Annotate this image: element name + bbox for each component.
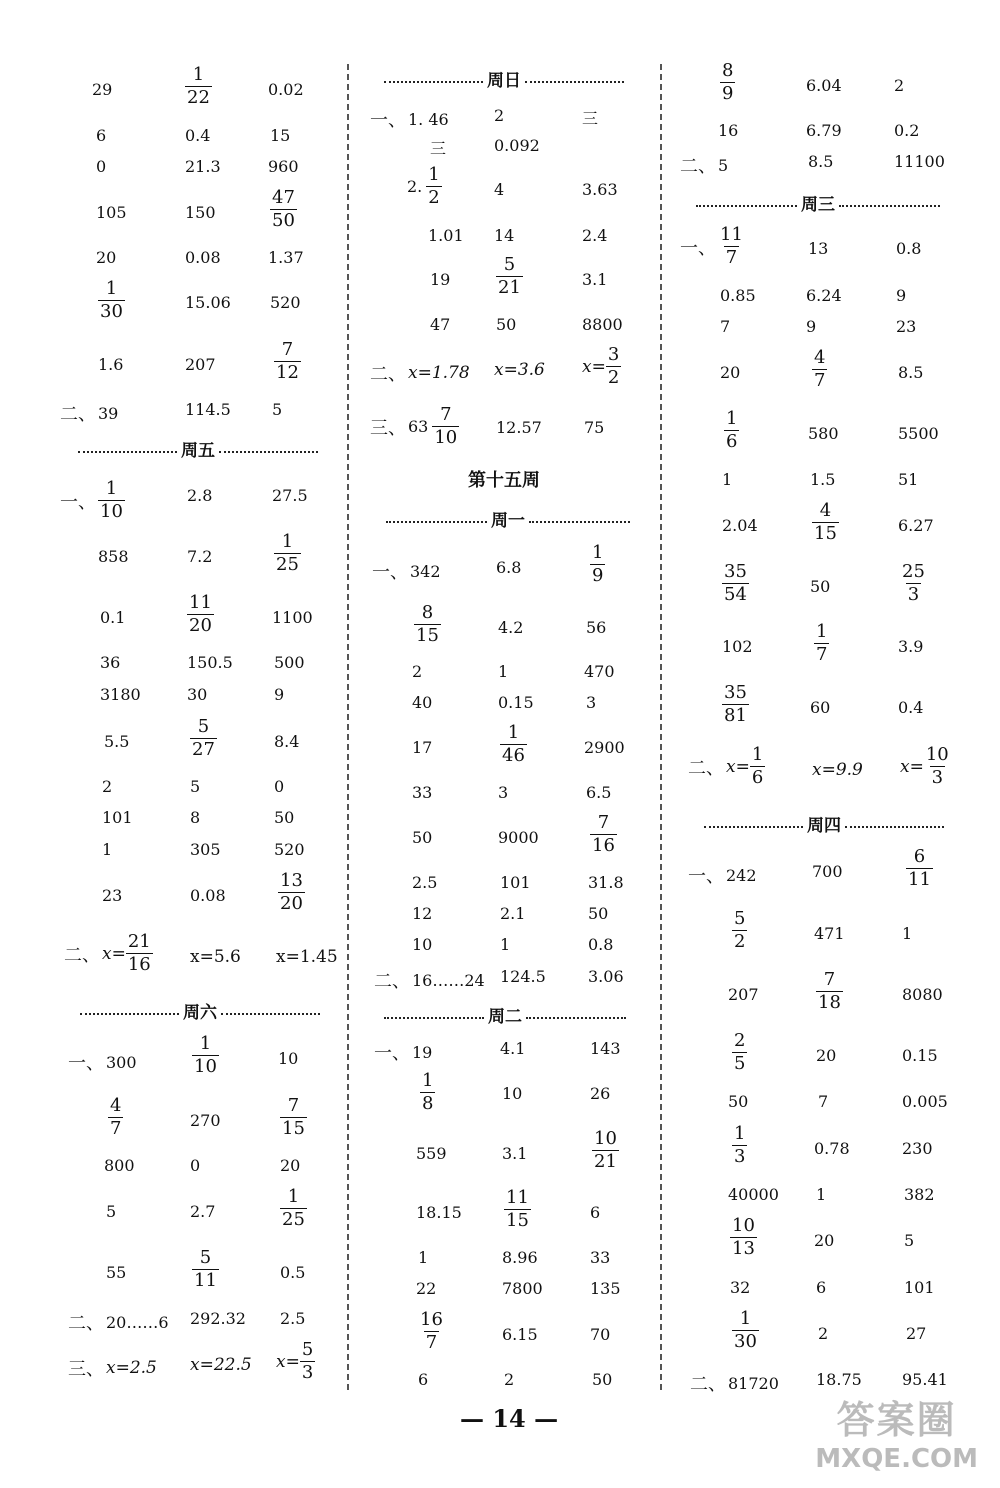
- answer-value: 2.04: [722, 516, 758, 535]
- answer-fraction: $\frac{1}{25}$: [276, 531, 299, 575]
- section-header-sunday: 周日: [384, 66, 624, 91]
- page-number: — 14 —: [460, 1404, 559, 1433]
- answer-fraction: $\frac{7}{18}$: [818, 969, 841, 1013]
- answer-value: 23: [896, 317, 917, 336]
- answer-fraction: $\frac{1}{7}$: [816, 621, 828, 665]
- section-header-wednesday: 周三: [696, 190, 940, 215]
- answer-value: 0.8: [588, 935, 614, 954]
- answer-value: 0.2: [894, 121, 920, 140]
- answer-row-part2: 二、 81720: [690, 1373, 779, 1395]
- answer-value: 105: [96, 203, 127, 222]
- answer-fraction: $\frac{1}{46}$: [502, 722, 525, 766]
- answer-fraction: $\frac{7}{12}$: [276, 339, 299, 383]
- answer-value: 470: [584, 662, 615, 681]
- answer-value: 5: [190, 777, 201, 796]
- answer-value: 102: [722, 637, 753, 656]
- answer-value: 56: [586, 618, 607, 637]
- answer-value: 75: [584, 418, 605, 437]
- answer-value: 33: [412, 783, 433, 802]
- answer-value: 23: [102, 886, 123, 905]
- answer-value: 8: [190, 808, 201, 827]
- answer-value: 40000: [728, 1185, 779, 1204]
- answer-fraction: $\frac{35}{81}$: [724, 682, 747, 726]
- answer-value: 15.06: [185, 293, 231, 312]
- answer-value: 150.5: [187, 653, 233, 672]
- answer-value: 0.5: [280, 1263, 306, 1282]
- answer-value: 143: [590, 1039, 621, 1058]
- answer-fraction: $\frac{1}{6}$: [726, 408, 738, 452]
- answer-value: 1.37: [268, 248, 304, 267]
- answer-value: 1: [902, 924, 913, 943]
- answer-value: 三: [430, 139, 447, 158]
- answer-value: 36: [100, 653, 121, 672]
- answer-value: 5: [106, 1202, 117, 1221]
- answer-value: 4.2: [498, 618, 524, 637]
- column-divider-left: [347, 64, 349, 1390]
- answer-fraction: x= $\frac{10}{3}$: [900, 744, 949, 788]
- answer-value: 150: [185, 203, 216, 222]
- answer-value: 3.06: [588, 967, 624, 986]
- answer-value: 3180: [100, 685, 141, 704]
- answer-value: 5500: [898, 424, 939, 443]
- answer-value: 3: [498, 783, 509, 802]
- answer-value: 471: [814, 924, 845, 943]
- answer-value: 4.1: [500, 1039, 526, 1058]
- answer-value: 0.08: [185, 248, 221, 267]
- answer-value: 16: [718, 121, 739, 140]
- answer-fraction: $\frac{5}{11}$: [194, 1247, 217, 1291]
- answer-value: 3.9: [898, 637, 924, 656]
- answer-value: 6: [590, 1203, 601, 1222]
- answer-value: 114.5: [185, 400, 231, 419]
- answer-value: 50: [274, 808, 295, 827]
- answer-value: 1: [418, 1248, 429, 1267]
- answer-value: 382: [904, 1185, 935, 1204]
- answer-value: x=5.6: [190, 947, 241, 967]
- answer-value: x=3.6: [494, 360, 545, 380]
- answer-row-part3: 三、 63 $\frac{7}{10}$: [370, 404, 458, 448]
- answer-value: 3: [586, 693, 597, 712]
- answer-fraction: $\frac{11}{20}$: [189, 592, 212, 636]
- answer-value: 0.005: [902, 1092, 948, 1111]
- answer-fraction: $\frac{1}{10}$: [194, 1033, 217, 1077]
- answer-row-part1: 一、 19: [374, 1042, 433, 1064]
- answer-fraction: $\frac{4}{7}$: [110, 1095, 122, 1139]
- answer-value: 207: [728, 985, 759, 1004]
- answer-value: 0.15: [902, 1046, 938, 1065]
- answer-fraction: $\frac{5}{21}$: [498, 254, 521, 298]
- answer-fraction: $\frac{1}{3}$: [734, 1123, 746, 1167]
- answer-value: 6: [816, 1278, 827, 1297]
- answer-value: 0.092: [494, 136, 540, 155]
- section-header-saturday: 周六: [80, 998, 320, 1023]
- answer-value: 2.4: [582, 226, 608, 245]
- answer-value: 1.5: [810, 470, 836, 489]
- answer-value: 50: [592, 1370, 613, 1389]
- answer-value: 2.8: [187, 486, 213, 505]
- answer-fraction: $\frac{10}{13}$: [732, 1215, 755, 1259]
- answer-value: 8.96: [502, 1248, 538, 1267]
- answer-value: 292.32: [190, 1309, 246, 1328]
- answer-row-part1: 一、 $\frac{11}{7}$: [680, 224, 743, 268]
- answer-value: 101: [500, 873, 531, 892]
- answer-fraction: $\frac{8}{15}$: [416, 602, 439, 646]
- answer-fraction: $\frac{7}{15}$: [282, 1095, 305, 1139]
- answer-value: 6.79: [806, 121, 842, 140]
- answer-value: 0.4: [185, 126, 211, 145]
- answer-value: 5: [272, 400, 283, 419]
- answer-value: 1: [816, 1185, 827, 1204]
- answer-value: 6.27: [898, 516, 934, 535]
- answer-value: 51: [898, 470, 919, 489]
- answer-value: 500: [274, 653, 305, 672]
- answer-value: 2.7: [190, 1202, 216, 1221]
- answer-value: 800: [104, 1156, 135, 1175]
- answer-value: 19: [430, 270, 451, 289]
- answer-value: 580: [808, 424, 839, 443]
- answer-value: 1: [498, 662, 509, 681]
- answer-fraction: $\frac{1}{25}$: [282, 1186, 305, 1230]
- answer-value: 0.8: [896, 239, 922, 258]
- answer-value: 18.75: [816, 1370, 862, 1389]
- answer-fraction: $\frac{6}{11}$: [908, 846, 931, 890]
- answer-value: 559: [416, 1144, 447, 1163]
- answer-fraction: $\frac{47}{50}$: [272, 187, 295, 231]
- answer-value: 50: [588, 904, 609, 923]
- answer-value: 1.01: [428, 226, 464, 245]
- answer-value: 55: [106, 1263, 127, 1282]
- answer-value: 2: [412, 662, 423, 681]
- answer-row-part1: 一、 $\frac{1}{10}$: [60, 478, 123, 522]
- answer-value: 7: [818, 1092, 829, 1111]
- answer-value: 2.5: [412, 873, 438, 892]
- answer-value: 9: [806, 317, 817, 336]
- answer-value: 2: [102, 777, 113, 796]
- answer-value: 9: [896, 286, 907, 305]
- answer-row-part1: 一、 300: [68, 1052, 137, 1074]
- answer-value: 2: [894, 76, 905, 95]
- answer-value: 29: [92, 80, 113, 99]
- answer-value: x=22.5: [190, 1355, 252, 1375]
- answer-value: 4: [494, 180, 505, 199]
- answer-value: 1100: [272, 608, 313, 627]
- answer-row-part2: 二、 39: [60, 403, 119, 425]
- answer-value: 520: [270, 293, 301, 312]
- answer-row-part2: 二、 20……6: [68, 1312, 169, 1334]
- answer-value: 0: [96, 157, 107, 176]
- answer-value: 50: [810, 577, 831, 596]
- week-title: 第十五周: [468, 470, 540, 491]
- answer-value: 32: [730, 1278, 751, 1297]
- answer-row-part2: 二、 16……24: [374, 970, 485, 992]
- answer-value: 700: [812, 862, 843, 881]
- answer-row-part2: 二、 x=1.78: [370, 363, 470, 385]
- answer-value: 20: [814, 1231, 835, 1250]
- answer-row-part1: 一、 342: [372, 561, 441, 583]
- answer-fraction: $\frac{25}{3}$: [902, 561, 925, 605]
- answer-value: 50: [728, 1092, 749, 1111]
- answer-fraction: $\frac{11}{15}$: [506, 1187, 529, 1231]
- answer-value: 3.63: [582, 180, 618, 199]
- answer-value: 2: [494, 106, 505, 125]
- answer-value: 10: [412, 935, 433, 954]
- answer-value: 70: [590, 1325, 611, 1344]
- answer-value: 12.57: [496, 418, 542, 437]
- answer-value: 6: [96, 126, 107, 145]
- answer-value: 40: [412, 693, 433, 712]
- section-header-tuesday: 周二: [384, 1002, 626, 1027]
- answer-fraction: $\frac{1}{8}$: [422, 1070, 434, 1114]
- answer-value: 14: [494, 226, 515, 245]
- answer-fraction: $\frac{16}{7}$: [420, 1309, 443, 1353]
- answer-value: 26: [590, 1084, 611, 1103]
- answer-value: 12: [412, 904, 433, 923]
- answer-value: 960: [268, 157, 299, 176]
- answer-value: 270: [190, 1111, 221, 1130]
- answer-value: 7800: [502, 1279, 543, 1298]
- answer-value: 60: [810, 698, 831, 717]
- answer-value: 8080: [902, 985, 943, 1004]
- answer-fraction: $\frac{5}{27}$: [192, 716, 215, 760]
- answer-value: 0.85: [720, 286, 756, 305]
- answer-value: 18.15: [416, 1203, 462, 1222]
- answer-value: 三: [582, 109, 599, 128]
- answer-value: 0.78: [814, 1139, 850, 1158]
- answer-row-part1: 一、 242: [688, 865, 757, 887]
- answer-value: 6: [418, 1370, 429, 1389]
- answer-value: 33: [590, 1248, 611, 1267]
- answer-value: 124.5: [500, 967, 546, 986]
- answer-fraction: $\frac{13}{20}$: [280, 870, 303, 914]
- answer-value: 305: [190, 840, 221, 859]
- section-header-friday: 周五: [78, 436, 318, 461]
- answer-value: 10: [278, 1049, 299, 1068]
- answer-value: 6.24: [806, 286, 842, 305]
- section-header-thursday: 周四: [704, 811, 944, 836]
- answer-fraction: $\frac{5}{2}$: [734, 908, 746, 952]
- answer-fraction: $\frac{35}{54}$: [724, 561, 747, 605]
- section-header-monday: 周一: [386, 506, 630, 531]
- answer-fraction: $\frac{8}{9}$: [722, 60, 734, 104]
- answer-row-part2: 二、 x= $\frac{1}{6}$: [688, 744, 764, 788]
- answer-value: 6.15: [502, 1325, 538, 1344]
- answer-value: 7.2: [187, 547, 213, 566]
- answer-value: 6.8: [496, 558, 522, 577]
- answer-value: 0: [274, 777, 285, 796]
- answer-value: 15: [270, 126, 291, 145]
- answer-value: 20: [280, 1156, 301, 1175]
- answer-value: 135: [590, 1279, 621, 1298]
- answer-value: 3.1: [502, 1144, 528, 1163]
- answer-fraction: $\frac{4}{7}$: [814, 347, 826, 391]
- watermark-logo: 答案圈 MXQE.COM: [815, 1398, 978, 1474]
- answer-value: x=9.9: [812, 760, 863, 780]
- answer-value: 27: [906, 1324, 927, 1343]
- answer-value: 30: [187, 685, 208, 704]
- answer-value: 858: [98, 547, 129, 566]
- answer-value: 2.5: [280, 1309, 306, 1328]
- answer-value: 13: [808, 239, 829, 258]
- answer-value: 1: [500, 935, 511, 954]
- answer-value: 207: [185, 355, 216, 374]
- answer-value: 21.3: [185, 157, 221, 176]
- answer-value: 0.15: [498, 693, 534, 712]
- answer-row-part3: 三、 x=2.5: [68, 1358, 157, 1380]
- answer-value: 50: [496, 315, 517, 334]
- answer-value: 6.04: [806, 76, 842, 95]
- answer-fraction: $\frac{7}{16}$: [592, 812, 615, 856]
- answer-value: 20: [720, 363, 741, 382]
- answer-row-part2: 二、 x= $\frac{21}{16}$: [64, 931, 151, 975]
- answer-value: 0.02: [268, 80, 304, 99]
- answer-value: 22: [416, 1279, 437, 1298]
- answer-value: 2: [504, 1370, 515, 1389]
- answer-row-part2: 二、 5: [680, 155, 729, 177]
- answer-value: 20: [96, 248, 117, 267]
- answer-value: 101: [904, 1278, 935, 1297]
- answer-value: 8.5: [808, 152, 834, 171]
- answer-value: 11100: [894, 152, 945, 171]
- answer-value: x=1.45: [276, 947, 338, 967]
- answer-fraction: $\frac{1}{30}$: [734, 1308, 757, 1352]
- answer-fraction: x= $\frac{3}{2}$: [582, 344, 620, 388]
- answer-value: 17: [412, 738, 433, 757]
- answer-value: 10: [502, 1084, 523, 1103]
- answer-value: 230: [902, 1139, 933, 1158]
- answer-value: 7: [720, 317, 731, 336]
- answer-value: 0.1: [100, 608, 126, 627]
- answer-fraction: $\frac{1}{30}$: [100, 278, 123, 322]
- answer-value: 0.4: [898, 698, 924, 717]
- answer-value: 2.1: [500, 904, 526, 923]
- answer-value: 5: [904, 1231, 915, 1250]
- answer-value: 0: [190, 1156, 201, 1175]
- answer-value: 9: [274, 685, 285, 704]
- answer-value: 50: [412, 828, 433, 847]
- answer-value: 2900: [584, 738, 625, 757]
- answer-fraction: x= $\frac{5}{3}$: [276, 1339, 314, 1383]
- answer-value: 95.41: [902, 1370, 948, 1389]
- answer-value: 101: [102, 808, 133, 827]
- answer-value: 0.08: [190, 886, 226, 905]
- answer-fraction: $\frac{1}{22}$: [187, 64, 210, 108]
- answer-fraction: 2. $\frac{1}{2}$: [407, 164, 440, 208]
- answer-fraction: $\frac{1}{9}$: [592, 542, 604, 586]
- answer-value: 31.8: [588, 873, 624, 892]
- answer-value: 2: [818, 1324, 829, 1343]
- answer-fraction: $\frac{2}{5}$: [734, 1030, 746, 1074]
- answer-fraction: $\frac{10}{21}$: [594, 1128, 617, 1172]
- answer-value: 27.5: [272, 486, 308, 505]
- answer-value: 9000: [498, 828, 539, 847]
- answer-value: 1.6: [98, 355, 124, 374]
- answer-value: 8800: [582, 315, 623, 334]
- answer-value: 6.5: [586, 783, 612, 802]
- answer-fraction: $\frac{4}{15}$: [814, 500, 837, 544]
- column-divider-right: [660, 64, 662, 1390]
- answer-value: 8.5: [898, 363, 924, 382]
- answer-value: 20: [816, 1046, 837, 1065]
- answer-value: 3.1: [582, 270, 608, 289]
- answer-value: 1: [722, 470, 733, 489]
- answer-value: 47: [430, 315, 451, 334]
- answer-value: 1: [102, 840, 113, 859]
- answer-value: 5.5: [104, 732, 130, 751]
- answer-value: 520: [274, 840, 305, 859]
- answer-value: 8.4: [274, 732, 300, 751]
- answer-row-part1: 一、 1. 46: [370, 109, 449, 131]
